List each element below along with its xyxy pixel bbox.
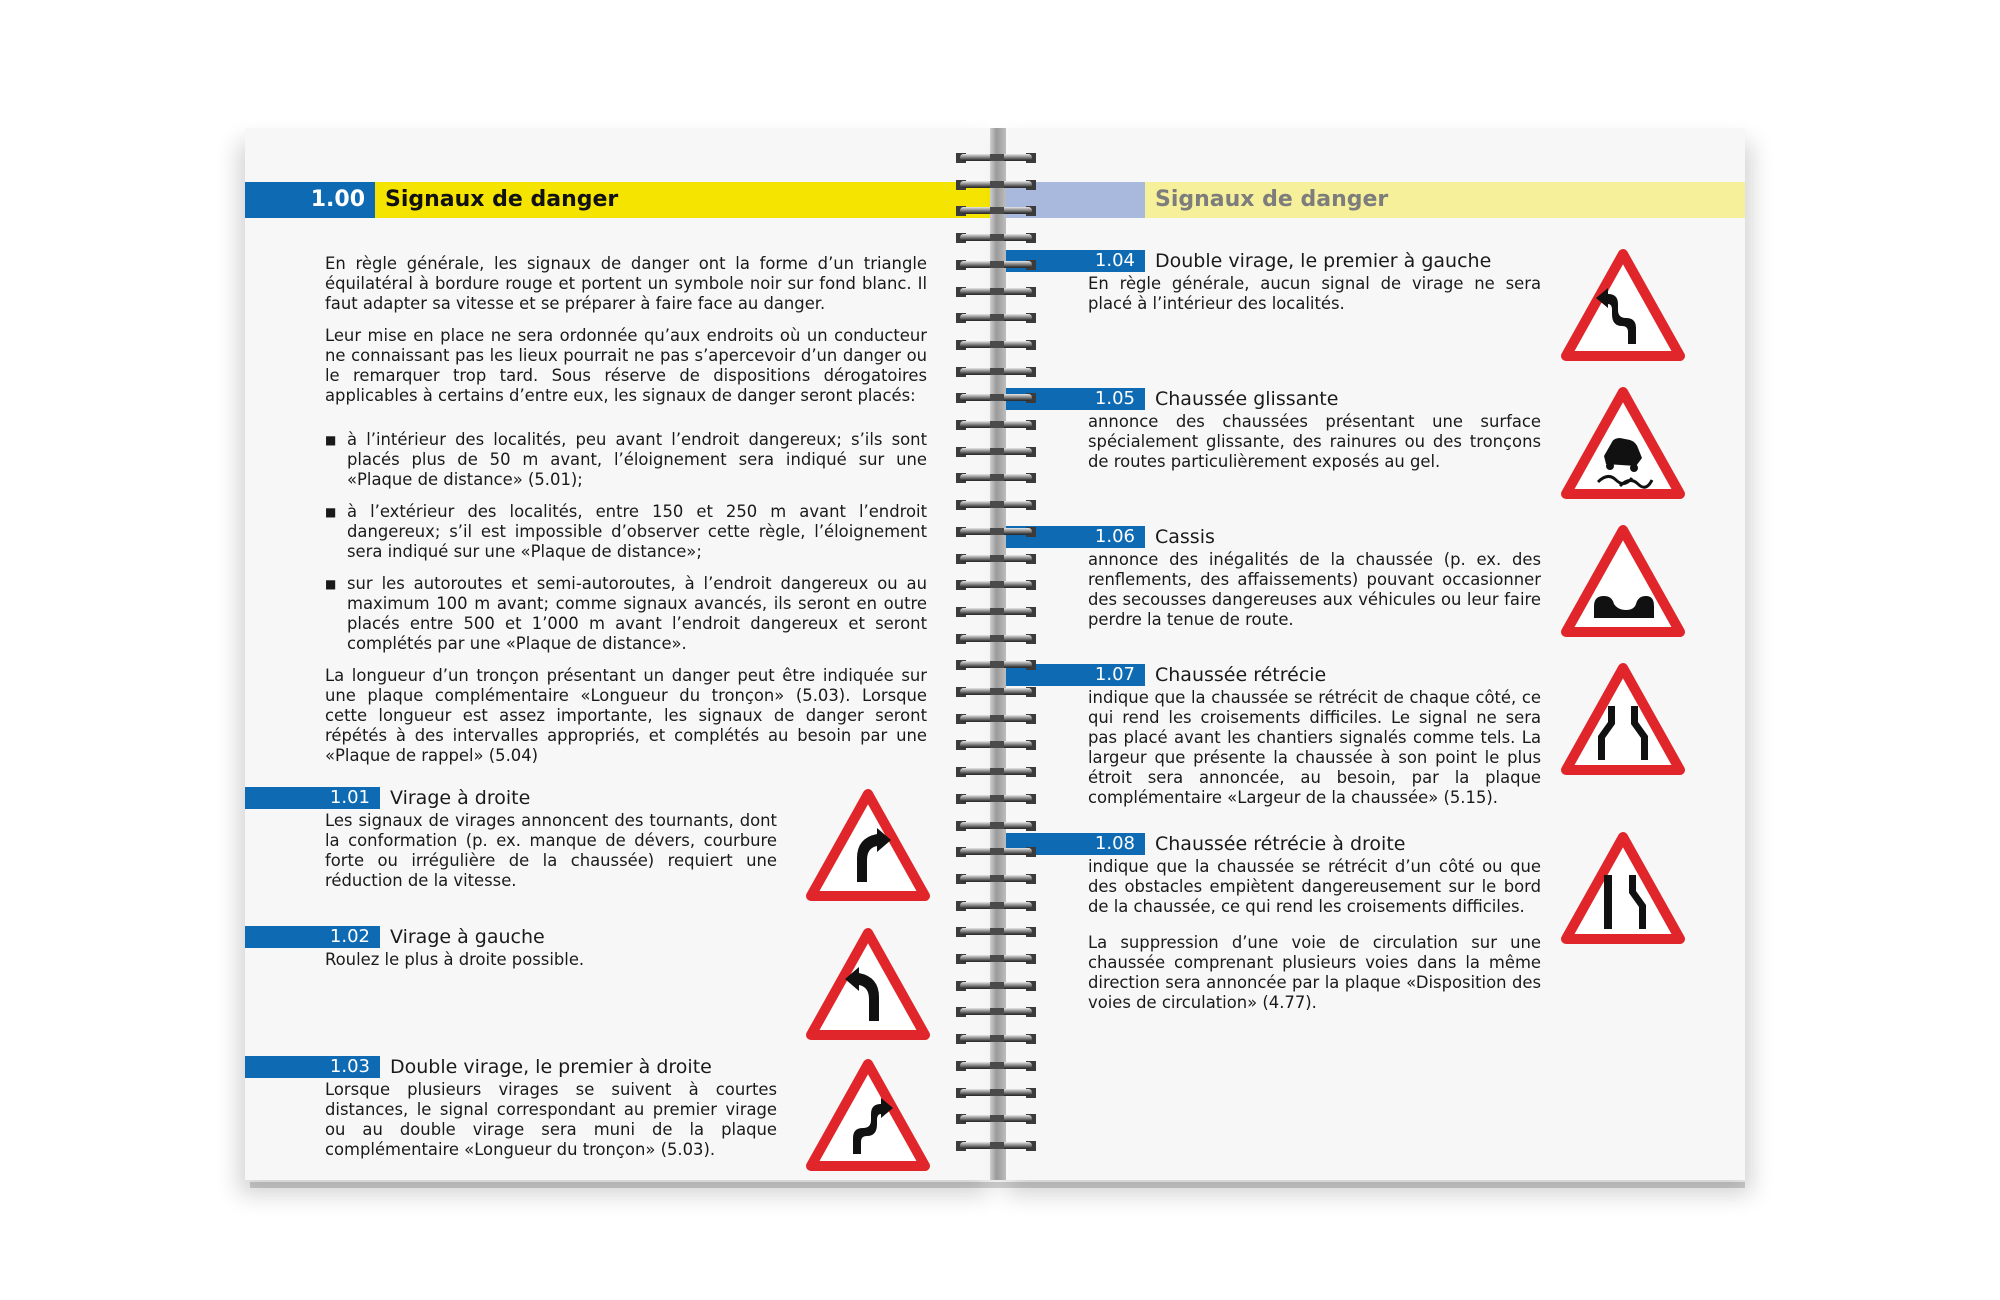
section-number-1.04: 1.04: [1000, 250, 1145, 272]
section-text-1.01: Les signaux de virages annoncent des tournants, dont la conformation (p. ex. manque de dévers, courbure forte ou irrégulière de la chaussée) requiert une réduction de la vitesse.: [325, 811, 777, 890]
spiral-coil: [952, 553, 1042, 565]
spiral-coil: [952, 366, 1042, 378]
spiral-coil: [952, 579, 1042, 591]
spiral-coil: [952, 953, 1042, 965]
spiral-coil: [952, 1087, 1042, 1099]
section-title-1.01: Virage à droite: [390, 787, 531, 809]
road-narrows-right-sign-icon: [1560, 831, 1686, 945]
spiral-coil: [952, 446, 1042, 458]
spiral-coil: [952, 659, 1042, 671]
intro-paragraph-1: En règle générale, les signaux de danger ont la forme d’un triangle équilatéral à bordure rouge et portent un symbole noir sur fond blanc. Il faut adapter sa vitesse et se préparer à faire face au danger.: [325, 254, 927, 313]
right-header-banner: [1000, 182, 1745, 218]
spiral-coil: [952, 846, 1042, 858]
section-text-1.06: annonce des inégalités de la chaussée (p. ex. des renflements, des affaissements) pouvant occasionner des secousses dangereuses aux véhicules ou leur faire perdre la tenue de route.: [1088, 550, 1541, 629]
section-number-1.01: 1.01: [245, 787, 380, 809]
spiral-coil: [952, 766, 1042, 778]
spiral-coil: [952, 739, 1042, 751]
spiral-coil: [952, 499, 1042, 511]
spiral-coil: [952, 1113, 1042, 1125]
double-curve-right-sign-icon: [805, 1058, 931, 1172]
spiral-coil: [952, 606, 1042, 618]
spiral-coil: [952, 259, 1042, 271]
section-title-1.03: Double virage, le premier à droite: [390, 1056, 712, 1078]
spiral-coil: [952, 793, 1042, 805]
section-number-1.02: 1.02: [245, 926, 380, 948]
curve-left-sign-icon: [805, 927, 931, 1041]
curve-right-sign-icon: [805, 788, 931, 902]
spiral-coil: [952, 472, 1042, 484]
spiral-coil: [952, 820, 1042, 832]
section-text-1.04: En règle générale, aucun signal de virage ne sera placé à l’intérieur des localités.: [1088, 274, 1541, 313]
book-bottom-edge: [250, 1182, 1745, 1188]
spiral-coil: [952, 152, 1042, 164]
section-title-1.05: Chaussée glissante: [1155, 388, 1339, 410]
bullet-item-1: à l’intérieur des localités, peu avant l’endroit dangereux; s’ils sont placés plus de 50 m avant, l’éloignement sera indiqué sur une «Plaque de distance» (5.01);: [347, 430, 927, 489]
spiral-coil: [952, 205, 1042, 217]
spiral-coil: [952, 686, 1042, 698]
spiral-coil: [952, 179, 1042, 191]
section-title-1.08: Chaussée rétrécie à droite: [1155, 833, 1406, 855]
section-text-1.02: Roulez le plus à droite possible.: [325, 950, 585, 969]
section-number-1.07: 1.07: [1000, 664, 1145, 686]
slippery-road-sign-icon: [1560, 386, 1686, 500]
spiral-coil: [952, 1060, 1042, 1072]
bullet-marker: ■: [325, 505, 337, 519]
section-text-1.08: indique que la chaussée se rétrécit d’un côté ou que des obstacles empiètent dangereusement sur le bord de la chaussée, ce qui rend les croisements difficiles.: [1088, 857, 1541, 916]
spiral-coil: [952, 713, 1042, 725]
spiral-coil: [952, 1006, 1042, 1018]
right-header-title: Signaux de danger: [1145, 182, 1745, 218]
right-page: [1000, 128, 1745, 1180]
spiral-coil: [952, 339, 1042, 351]
section-title-1.06: Cassis: [1155, 526, 1215, 548]
left-page: [245, 128, 995, 1180]
section-number-1.05: 1.05: [1000, 388, 1145, 410]
spiral-coil: [952, 392, 1042, 404]
spiral-coil: [952, 926, 1042, 938]
bullet-marker: ■: [325, 577, 337, 591]
section-number-1.06: 1.06: [1000, 526, 1145, 548]
section-text-1.03: Lorsque plusieurs virages se suivent à courtes distances, le signal correspondant au premier virage ou au double virage sera muni de la plaque complémentaire «Longueur du tronçon» (5.03).: [325, 1080, 777, 1159]
spiral-coil: [952, 873, 1042, 885]
left-header-title: Signaux de danger: [375, 182, 995, 218]
section-title-1.07: Chaussée rétrécie: [1155, 664, 1327, 686]
section-number-1.08: 1.08: [1000, 833, 1145, 855]
spiral-coil: [952, 1140, 1042, 1152]
section-text-1.05: annonce des chaussées présentant une surface spécialement glissante, des rainures ou des tronçons de routes particulièrement exposés au gel.: [1088, 412, 1541, 471]
road-narrows-sign-icon: [1560, 662, 1686, 776]
spiral-coil: [952, 419, 1042, 431]
spiral-coil: [952, 312, 1042, 324]
bullet-item-2: à l’extérieur des localités, entre 150 et 250 m avant l’endroit dangereux; s’il est impossible d’observer cette règle, l’éloignement sera indiqué sur une «Plaque de distance»;: [347, 502, 927, 561]
section-title-1.04: Double virage, le premier à gauche: [1155, 250, 1492, 272]
section-text-1.07: indique que la chaussée se rétrécit de chaque côté, ce qui rend les croisements difficiles. Le signal ne sera pas placé avant les chantiers signalés comme tels. La largeur que présente la chaussée à son point le plus étroit sera annoncée, au besoin, par la plaque complémentaire «Largeur de la chaussée» (5.15).: [1088, 688, 1541, 807]
spiral-binding: [952, 152, 1042, 1162]
bullet-marker: ■: [325, 433, 337, 447]
left-header-banner: [245, 182, 995, 218]
spiral-coil: [952, 526, 1042, 538]
section-text-1.08-continued: La suppression d’une voie de circulation sur une chaussée comprenant plusieurs voies dans la même direction sera annoncée par la plaque «Disposition des voies de circulation» (4.77).: [1088, 933, 1541, 1012]
spiral-coil: [952, 633, 1042, 645]
left-header-number: 1.00: [245, 182, 375, 218]
double-curve-left-sign-icon: [1560, 248, 1686, 362]
bullet-item-3: sur les autoroutes et semi-autoroutes, à l’endroit dangereux ou au maximum 100 m avant; comme signaux avancés, ils seront en outre placés entre 500 et 1’000 m avant l’endroit dangereux et seront complétés par une «Plaque de distance».: [347, 574, 927, 653]
uneven-road-sign-icon: [1560, 524, 1686, 638]
section-title-1.02: Virage à gauche: [390, 926, 545, 948]
spiral-coil: [952, 900, 1042, 912]
outro-paragraph: La longueur d’un tronçon présentant un danger peut être indiquée sur une plaque complémentaire «Longueur du tronçon» (5.03). Lorsque cette longueur est assez importante, les signaux de danger seront répétés à des intervalles appropriés, et complétés au besoin par une «Plaque de rappel» (5.04): [325, 666, 927, 765]
spiral-coil: [952, 286, 1042, 298]
spiral-coil: [952, 232, 1042, 244]
spiral-coil: [952, 1033, 1042, 1045]
spiral-coil: [952, 980, 1042, 992]
intro-paragraph-2: Leur mise en place ne sera ordonnée qu’aux endroits où un conducteur ne connaissant pas les lieux pourrait ne pas s’apercevoir d’un danger ou le remarquer trop tard. Sous réserve de dispositions dérogatoires applicables à certains d’entre eux, les signaux de danger seront placés:: [325, 326, 927, 405]
section-number-1.03: 1.03: [245, 1056, 380, 1078]
